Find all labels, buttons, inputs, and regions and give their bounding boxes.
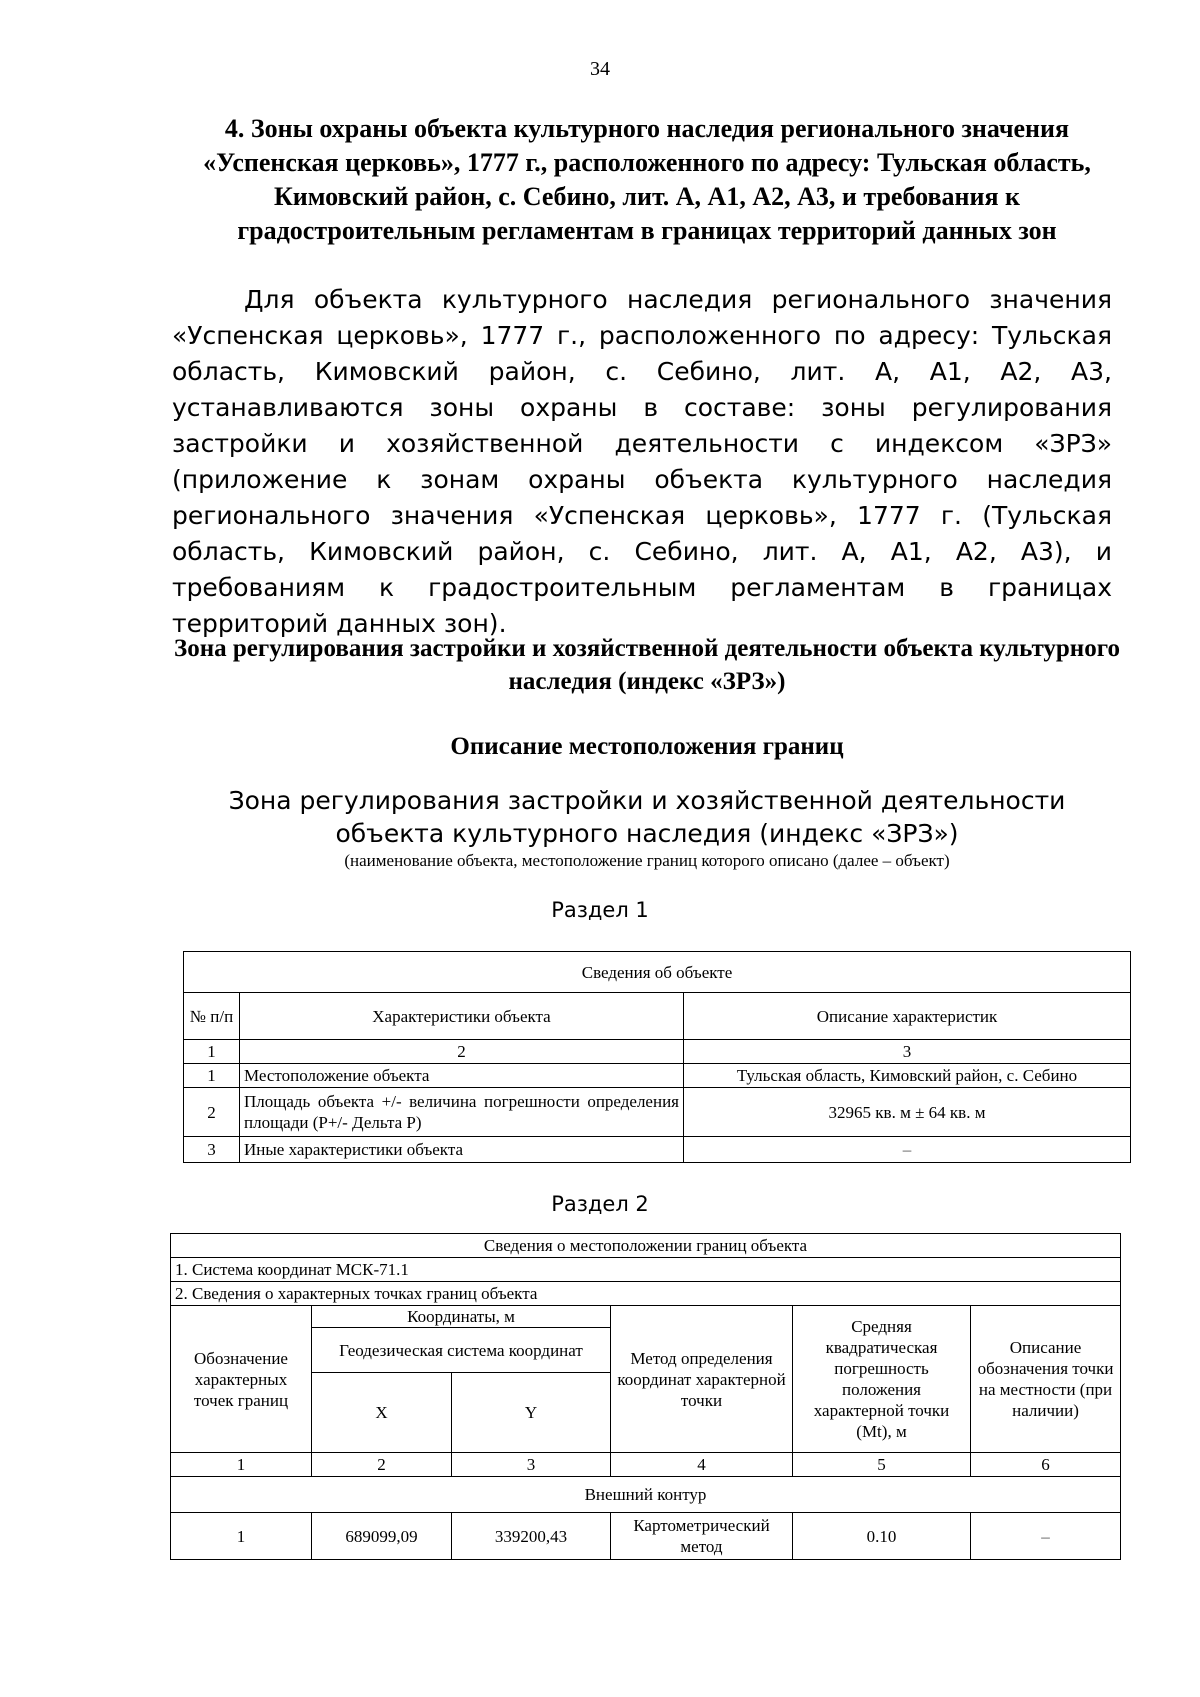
section-heading: 4. Зоны охраны объекта культурного наследия регионального значения «Успенская церковь», 1777 г., расположенного по адресу: Тульская область, Кимовский район, с. Себино, лит. А, А1, А2, А3, и требования к градостроительным регламентам в границах территорий данных зон xyxy=(203,114,1091,245)
point-y: 339200,43 xyxy=(452,1513,611,1560)
table-row xyxy=(171,1513,1121,1560)
row-description: Тульская область, Кимовский район, с. Себино xyxy=(684,1064,1131,1088)
row-description: – xyxy=(684,1137,1131,1163)
column-header-point-description: Описание обозначения точки на местности (при наличии) xyxy=(971,1306,1121,1453)
column-number: 5 xyxy=(793,1453,971,1477)
column-number: 1 xyxy=(184,1040,240,1064)
zone-caption: (наименование объекта, местоположение границ которого описано (далее – объект) xyxy=(344,851,950,870)
column-number: 6 xyxy=(971,1453,1121,1477)
zone-name: Зона регулирования застройки и хозяйственной деятельности объекта культурного наследия (индекс «ЗРЗ») xyxy=(228,786,1066,848)
column-number: 1 xyxy=(171,1453,312,1477)
row-characteristic: Площадь объекта +/- величина погрешности определения площади (Р+/- Дельта Р) xyxy=(240,1088,684,1137)
contour-label: Внешний контур xyxy=(171,1477,1121,1513)
section1-title: Раздел 1 xyxy=(551,898,649,922)
column-header-coordinates: Координаты, м xyxy=(312,1306,611,1328)
column-header-characteristic: Характеристики объекта xyxy=(240,993,684,1040)
column-number: 2 xyxy=(240,1040,684,1064)
column-number: 4 xyxy=(611,1453,793,1477)
column-number: 3 xyxy=(452,1453,611,1477)
column-header-method: Метод определения координат характерной точки xyxy=(611,1306,793,1453)
coordinate-system: 1. Система координат МСК-71.1 xyxy=(171,1258,1121,1282)
points-info: 2. Сведения о характерных точках границ объекта xyxy=(171,1282,1121,1306)
point-error: 0.10 xyxy=(793,1513,971,1560)
table-row xyxy=(184,1137,1131,1163)
row-number: 3 xyxy=(184,1137,240,1163)
point-description: – xyxy=(971,1513,1121,1560)
column-header-number: № п/п xyxy=(184,993,240,1040)
table-row xyxy=(184,1064,1131,1088)
point-designation: 1 xyxy=(171,1513,312,1560)
row-number: 2 xyxy=(184,1088,240,1137)
row-characteristic: Иные характеристики объекта xyxy=(240,1137,684,1163)
point-method: Картометрический метод xyxy=(611,1513,793,1560)
column-header-y: Y xyxy=(452,1373,611,1453)
section2-title: Раздел 2 xyxy=(551,1192,649,1216)
boundary-description-heading: Описание местоположения границ xyxy=(450,733,844,760)
column-header-error: Средняя квадратическая погрешность положения характерной точки (Mt), м xyxy=(793,1306,971,1453)
row-characteristic: Местоположение объекта xyxy=(240,1064,684,1088)
object-info-table xyxy=(183,951,1131,1163)
column-header-x: X xyxy=(312,1373,452,1453)
column-number: 2 xyxy=(312,1453,452,1477)
row-description: 32965 кв. м ± 64 кв. м xyxy=(684,1088,1131,1137)
row-number: 1 xyxy=(184,1064,240,1088)
page-number: 34 xyxy=(590,58,610,80)
column-header-description: Описание характеристик xyxy=(684,993,1131,1040)
column-number: 3 xyxy=(684,1040,1131,1064)
point-x: 689099,09 xyxy=(312,1513,452,1560)
boundary-points-table xyxy=(170,1233,1121,1560)
zone-heading: Зона регулирования застройки и хозяйственной деятельности объекта культурного наследия (индекс «ЗРЗ») xyxy=(174,635,1120,695)
table-title: Сведения о местоположении границ объекта xyxy=(171,1234,1121,1258)
body-paragraph: Для объекта культурного наследия регионального значения «Успенская церковь», 1777 г., расположенного по адресу: Тульская область, Кимовский район, с. Себино, лит. А, А1, А2, А3, устанавливаются зоны охраны в составе: зоны регулирования застройки и хозяйственной деятельности с индексом «ЗРЗ» (приложение к зонам охраны объекта культурного наследия регионального значения «Успенская церковь», 1777 г. (Тульская область, Кимовский район, с. Себино, лит. А, А1, А2, А3), и требованиям к градостроительным регламентам в границах территорий данных зон). xyxy=(172,285,1112,638)
column-header-designation: Обозначение характерных точек границ xyxy=(171,1306,312,1453)
table-row xyxy=(184,1088,1131,1137)
table-title: Сведения об объекте xyxy=(184,952,1131,993)
column-header-geodesic-system: Геодезическая система координат xyxy=(312,1328,611,1373)
